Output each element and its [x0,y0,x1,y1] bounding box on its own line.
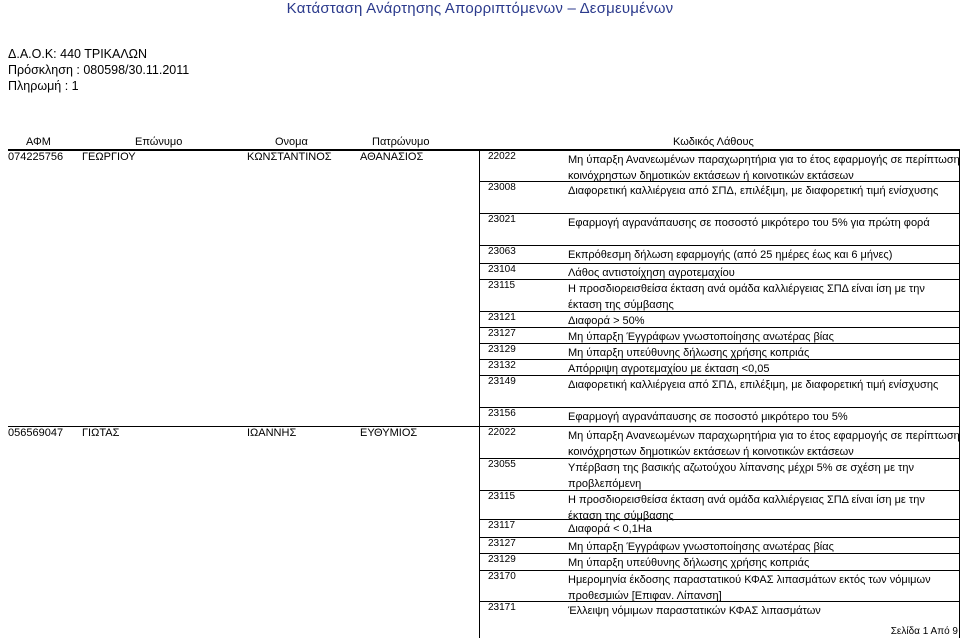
error-row-divider [479,601,959,602]
error-code: 23104 [488,264,516,275]
error-row-divider [479,407,959,408]
error-row-divider [479,537,959,538]
afm-cell: 074225756 [8,151,64,163]
error-row-divider [479,245,959,246]
error-code: 23063 [488,246,516,257]
error-row-divider [479,553,959,554]
record-divider [8,150,960,151]
error-row-divider [479,279,959,280]
error-description: Έλλειψη νόμιμων παραστατικών ΚΦΑΣ λιπασμάτων [568,605,821,617]
error-description: Υπέρβαση της βασικής αζωτούχου λίπανσης μέχρι 5% σε σχέση με την προβλεπόμενη [568,462,915,490]
error-code: 23170 [488,571,516,582]
error-description: Μη ύπαρξη Ανανεωμένων παραχωρητήρια για το έτος εφαρμογής σε περίπτωση κοινόχρηστων δημοτικών εκτάσεων ή κοινοτικών εκτάσεων [568,154,960,182]
error-description: Διαφορά < 0,1Ha [568,523,652,535]
error-code: 23127 [488,328,516,339]
error-description: Μη ύπαρξη Έγγράφων γνωστοποίησης ανωτέρας βίας [568,541,834,553]
error-row-divider [479,458,959,459]
col-error-code: Κωδικός Λάθους [673,136,754,148]
error-row-divider [479,570,959,571]
col-afm: ΑΦΜ [26,136,51,148]
error-code: 23117 [488,520,516,531]
error-description: Μη ύπαρξη Έγγράφων γνωστοποίησης ανωτέρας βίας [568,331,834,343]
error-description: Μη ύπαρξη Ανανεωμένων παραχωρητήρια για το έτος εφαρμογής σε περίπτωση κοινόχρηστων δημοτικών εκτάσεων ή κοινοτικών εκτάσεων [568,430,960,458]
error-code: 23171 [488,602,516,613]
error-row-divider [479,375,959,376]
error-row-divider [479,311,959,312]
surname-cell: ΓΕΩΡΓΙΟΥ [82,151,136,163]
error-code: 23156 [488,408,516,419]
error-code: 23132 [488,360,516,371]
invitation-line: Πρόσκληση : 080598/30.11.2011 [8,63,190,77]
error-description: Η προσδιορεισθείσα έκταση ανά ομάδα καλλιέργειας ΣΠΔ είναι ίση με την έκταση της σύμβασης [568,283,925,311]
first-name-cell: ΚΩΝΣΤΑΝΤΙΝΟΣ [247,151,332,163]
error-code: 22022 [488,151,516,162]
report-title: Κατάσταση Ανάρτησης Απορριπτόμενων – Δεσμευμένων [286,0,674,17]
error-code: 23115 [488,491,516,502]
error-row-divider [479,181,959,182]
father-name-cell: ΕΥΘΥΜΙΟΣ [360,427,418,439]
record-divider [8,426,960,427]
error-code: 23129 [488,344,516,355]
error-description: Διαφορά > 50% [568,315,645,327]
error-code: 23129 [488,554,516,565]
code-column-left-border [479,150,480,638]
error-description: Μη ύπαρξη υπεύθυνης δήλωσης χρήσης κοπριάς [568,557,810,569]
error-description: Μη ύπαρξη υπεύθυνης δήλωσης χρήσης κοπριάς [568,347,810,359]
error-code: 22022 [488,427,516,438]
error-row-divider [479,490,959,491]
error-row-divider [479,359,959,360]
error-description: Εφαρμογή αγρανάπαυσης σε ποσοστό μικρότερο του 5% για πρώτη φορά [568,217,930,229]
surname-cell: ΓΙΩΤΑΣ [82,427,120,439]
error-code: 23127 [488,538,516,549]
col-father: Πατρώνυμο [372,136,430,148]
error-description: Απόρριψη αγροτεμαχίου με έκταση <0,05 [568,363,770,375]
error-row-divider [479,519,959,520]
error-code: 23149 [488,376,516,387]
error-description: Διαφορετική καλλιέργεια από ΣΠΔ, επιλέξιμη, με διαφορετική τιμή ενίσχυσης [568,185,939,197]
father-name-cell: ΑΘΑΝΑΣΙΟΣ [360,151,424,163]
error-description: Εκπρόθεσμη δήλωση εφαρμογής (από 25 ημέρες έως και 6 μήνες) [568,249,893,261]
first-name-cell: ΙΩΑΝΝΗΣ [247,427,297,439]
payment-line: Πληρωμή : 1 [8,79,79,93]
page-footer: Σελίδα 1 Από 9 [890,626,958,637]
error-row-divider [479,213,959,214]
col-name: Ονομα [275,136,308,148]
error-code: 23021 [488,214,516,225]
col-surname: Επώνυμο [135,136,183,148]
error-code: 23008 [488,182,516,193]
error-row-divider [479,343,959,344]
error-description: Διαφορετική καλλιέργεια από ΣΠΔ, επιλέξιμη, με διαφορετική τιμή ενίσχυσης [568,379,939,391]
error-code: 23055 [488,459,516,470]
error-code: 23115 [488,280,516,291]
error-row-divider [479,327,959,328]
daok-line: Δ.Α.Ο.Κ: 440 ΤΡΙΚΑΛΩΝ [8,47,148,61]
error-description: Ημερομηνία έκδοσης παραστατικού ΚΦΑΣ λιπασμάτων εκτός των νόμιμων προθεσμιών [Επιφαν. Λίπανση] [568,574,931,602]
error-description: Λάθος αντιστοίχηση αγροτεμαχίου [568,267,735,279]
error-row-divider [479,263,959,264]
error-description: Η προσδιορεισθείσα έκταση ανά ομάδα καλλιέργειας ΣΠΔ είναι ίση με την έκταση της σύμβασης [568,494,925,522]
error-description: Εφαρμογή αγρανάπαυσης σε ποσοστό μικρότερο του 5% [568,411,848,423]
error-code: 23121 [488,312,516,323]
afm-cell: 056569047 [8,427,64,439]
